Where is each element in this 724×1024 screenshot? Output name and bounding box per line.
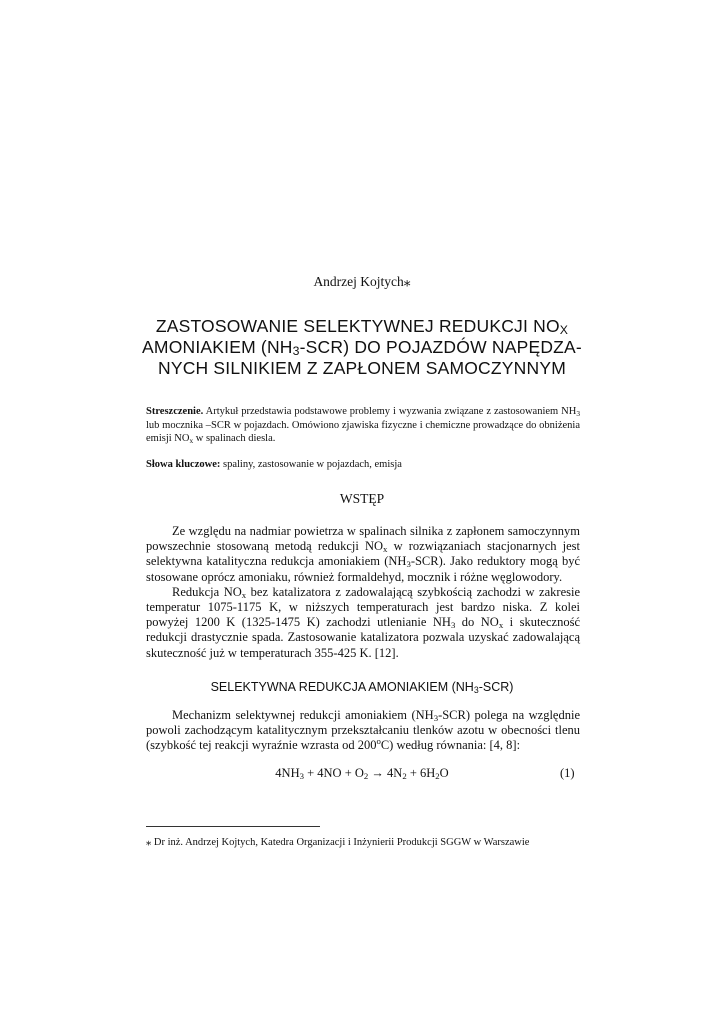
scr-p-text-a: Mechanizm selektywnej redukcji amoniakiem (NH xyxy=(172,708,434,722)
p1-sub-a: x xyxy=(383,544,388,555)
scr-heading-a: SELEKTYWNA REDUKCJA AMONIAKIEM (NH xyxy=(210,680,474,694)
abstract xyxy=(146,405,580,446)
p2-sub-a: x xyxy=(241,589,247,600)
scr-heading-sub: 3 xyxy=(473,685,479,695)
title-line-1: ZASTOSOWANIE SELEKTYWNEJ REDUKCJI NO xyxy=(155,316,560,336)
p2-text-c: do NO xyxy=(455,615,499,630)
scr-p-sup-degree: o xyxy=(376,736,381,747)
title-sub-x: X xyxy=(559,323,569,337)
paper-title xyxy=(100,316,624,379)
footnote-divider xyxy=(146,826,320,827)
footnote-marker: ⁎ xyxy=(146,837,152,848)
keywords-text: spaliny, zastosowanie w pojazdach, emisja xyxy=(220,459,402,470)
scr-p-sub-a: 3 xyxy=(433,713,439,723)
scr-paragraph-1 xyxy=(146,708,580,754)
p2-text-a: Redukcja NO xyxy=(172,584,242,599)
intro-paragraph-1 xyxy=(146,524,580,585)
p2-sub-b: 3 xyxy=(450,620,456,631)
abstract-label: Streszczenie. xyxy=(146,406,204,417)
equation-number: (1) xyxy=(560,766,575,780)
title-sub-3: 3 xyxy=(292,344,300,358)
p2-text-b: bez katalizatora z zadowalającą szybkością zachodzi w zakresie temperatur 1075-1175 K, w niższych temperaturach jest bardzo niska. Z kolei powyżej 1200 K (1325-1475 K) zachodzi utlenianie NH xyxy=(146,584,580,630)
eq-s3: 2 xyxy=(402,771,407,781)
footnote xyxy=(146,836,580,849)
scr-paragraphs xyxy=(146,708,580,754)
title-line-2a: AMONIAKIEM (NH xyxy=(142,337,293,357)
p2-sub-c: x xyxy=(498,620,504,631)
eq-t3: → 4N xyxy=(368,766,403,780)
eq-t1: 4NH xyxy=(275,766,300,780)
abstract-text-c: w spalinach diesla. xyxy=(193,433,276,444)
abstract-sub-b: x xyxy=(189,436,194,445)
p1-text-b: w rozwiązaniach stacjonarnych jest selektywna katalityczna redukcja amoniakiem (NH xyxy=(146,539,580,569)
eq-s4: 2 xyxy=(435,771,440,781)
p1-text-a: Ze względu na nadmiar powietrza w spalinach silnika z zapłonem samoczynnym powszechnie stosowaną metodą redukcji NO xyxy=(146,524,580,554)
scr-p-text-b: -SCR) polega na względnie powoli zachodzącym katalitycznym przekształcaniu tlenków azotu w obecności tlenu (szybkość tej reakcji wyraźnie wzrasta od 200 xyxy=(146,708,581,753)
abstract-sub-a: 3 xyxy=(576,409,580,418)
eq-s2: 2 xyxy=(363,771,369,781)
intro-paragraphs xyxy=(146,524,580,661)
section-heading-scr xyxy=(0,680,724,694)
scr-heading-b: -SCR) xyxy=(478,680,514,694)
abstract-text-b: lub mocznika –SCR w pojazdach. Omówiono zjawiska fizyczne i chemiczne prowadzące do obniżenia emisji NO xyxy=(146,419,580,444)
title-line-3: NYCH SILNIKIEM Z ZAPŁONEM SAMOCZYNNYM xyxy=(157,358,566,378)
author-name: Andrzej Kojtych xyxy=(313,274,404,289)
keywords-label: Słowa kluczowe: xyxy=(146,459,221,470)
equation-1 xyxy=(0,766,724,781)
scr-p-text-c: C) według równania: [4, 8]: xyxy=(380,738,521,753)
p2-text-d: i skuteczność redukcji drastycznie spada. Zastosowanie katalizatora pozwala uzyskać zadowalającą skuteczność już w temperaturach 355-425 K. [12]. xyxy=(146,615,580,660)
author-line xyxy=(0,274,724,290)
eq-s1: 3 xyxy=(299,771,304,781)
intro-paragraph-2 xyxy=(146,585,580,661)
p1-sub-b: 3 xyxy=(406,559,411,570)
eq-t5: O xyxy=(439,766,449,780)
p1-text-c: -SCR). Jako reduktory mogą być stosowane oprócz amoniaku, również formaldehyd, mocznik i różne węglowodory. xyxy=(146,554,580,584)
eq-t2: + 4NO + O xyxy=(303,766,364,780)
footnote-text: Dr inż. Andrzej Kojtych, Katedra Organizacji i Inżynierii Produkcji SGGW w Warszawie xyxy=(151,837,530,848)
abstract-text-a: Artykuł przedstawia podstawowe problemy i wyzwania związane z zastosowaniem NH xyxy=(203,406,577,417)
author-footnote-marker: ⁎ xyxy=(403,274,411,289)
eq-t4: + 6H xyxy=(406,766,436,780)
keywords xyxy=(146,458,580,472)
title-line-2b: -SCR) DO POJAZDÓW NAPĘDZA- xyxy=(299,337,582,357)
section-heading-intro: WSTĘP xyxy=(339,491,385,506)
